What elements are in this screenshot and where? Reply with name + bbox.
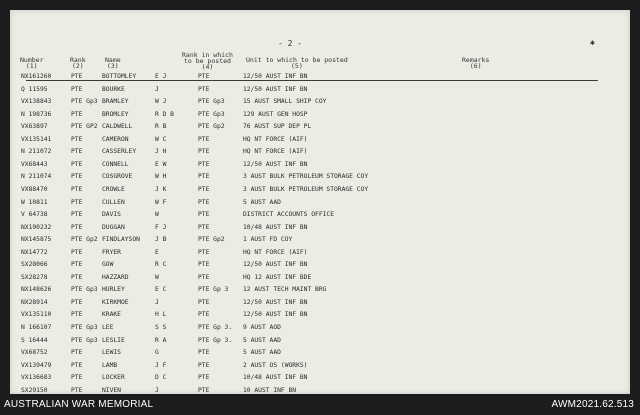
table-row	[10, 123, 630, 135]
cell-initials: R D B	[155, 110, 174, 118]
cell-number: NX28914	[21, 298, 48, 306]
cell-number: NX145875	[21, 236, 52, 244]
table-row	[10, 286, 630, 298]
cell-name: DAVIS	[102, 211, 121, 219]
table-row	[10, 374, 630, 386]
cell-rank-posted: PTE	[198, 198, 210, 206]
cell-initials: J H	[155, 148, 167, 156]
cell-number: V 64738	[21, 211, 48, 219]
header-name: Name (3)	[105, 56, 121, 70]
cell-unit: 12/50 AUST INF BN	[243, 73, 308, 80]
punch-mark: ✱	[590, 38, 595, 47]
cell-name: CULLEN	[102, 198, 125, 206]
cell-number: VX88470	[21, 185, 48, 193]
cell-number: VX68752	[21, 349, 48, 357]
cell-number: NX161260	[21, 73, 52, 80]
cell-unit: HQ NT FORCE (AIF)	[243, 148, 308, 156]
cell-rank-posted: PTE Gp 3	[198, 286, 229, 294]
cell-initials: J	[155, 85, 159, 93]
cell-unit: 76 AUST SUP DEP PL	[243, 123, 312, 131]
table-row	[10, 211, 630, 223]
cell-rank-posted: PTE	[198, 85, 210, 93]
cell-rank: PTE	[71, 311, 83, 319]
cell-unit: 12 AUST TECH MAINT BRG	[243, 286, 327, 294]
cell-rank-posted: PTE Gp2	[198, 123, 225, 131]
cell-rank-posted: PTE Gp 3.	[198, 336, 233, 344]
cell-initials: W	[155, 211, 159, 219]
cell-initials: W H	[155, 173, 167, 181]
cell-unit: 9 AUST AOD	[243, 324, 281, 331]
cell-name: LOCKER	[102, 374, 125, 382]
cell-rank-posted: PTE Gp 3.	[198, 324, 233, 331]
cell-initials: R A	[155, 336, 167, 344]
cell-initials: W J	[155, 98, 167, 106]
table-row	[10, 199, 630, 211]
page-number: - 2 -	[278, 39, 303, 48]
header-rank: Rank (2)	[70, 56, 86, 70]
cell-initials: R C	[155, 261, 167, 269]
cell-number: VX136683	[21, 374, 52, 382]
cell-initials: E	[155, 248, 159, 256]
cell-unit: 3 AUST BULK PETROLEUM STORAGE COY	[243, 173, 369, 181]
cell-name: BOTTOMLEY	[102, 73, 137, 80]
cell-rank: PTE	[71, 148, 83, 156]
cell-rank-posted: PTE	[198, 173, 210, 181]
cell-name: HAZZARD	[102, 273, 129, 281]
cell-rank: PTE	[71, 248, 83, 256]
cell-unit: 5 AUST AAD	[243, 336, 281, 344]
cell-number: N 211072	[21, 148, 52, 156]
table-row	[10, 236, 630, 248]
cell-unit: 12/50 AUST INF BN	[243, 298, 308, 306]
cell-number: Q 11595	[21, 85, 48, 93]
cell-name: LESLIE	[102, 336, 125, 344]
cell-unit: HQ 12 AUST INF BDE	[243, 273, 312, 281]
cell-number: N 198736	[21, 110, 52, 118]
cell-name: BROMLEY	[102, 110, 129, 118]
cell-rank: PTE Gp3	[71, 336, 98, 344]
table-row	[10, 73, 630, 85]
cell-rank-posted: PTE	[198, 223, 210, 231]
cell-name: LEE	[102, 324, 114, 331]
cell-name: FINDLAYSON	[102, 236, 140, 244]
cell-rank-posted: PTE Gp3	[198, 98, 225, 106]
cell-rank: PTE Gp3	[71, 324, 98, 331]
cell-name: BOURKE	[102, 85, 125, 93]
table-row	[10, 136, 630, 148]
cell-rank: PTE Gp3	[71, 98, 98, 106]
cell-initials: E C	[155, 286, 167, 294]
cell-rank: PTE	[71, 73, 83, 80]
header-rank-posted: Rank in which to be posted (4)	[182, 51, 233, 71]
cell-rank-posted: PTE	[198, 349, 210, 357]
cell-rank-posted: PTE	[198, 148, 210, 156]
cell-rank-posted: PTE	[198, 386, 210, 394]
cell-rank-posted: PTE	[198, 135, 210, 143]
table-row	[10, 299, 630, 311]
table-row	[10, 249, 630, 261]
cell-rank: PTE	[71, 374, 83, 382]
cell-unit: HQ NT FORCE (AIF)	[243, 135, 308, 143]
cell-rank: PTE Gp2	[71, 236, 98, 244]
cell-initials: J B	[155, 236, 167, 244]
cell-number: VX63897	[21, 123, 48, 131]
cell-number: VX138843	[21, 98, 52, 106]
cell-unit: 12/50 AUST INF BN	[243, 261, 308, 269]
cell-initials: G	[155, 349, 159, 357]
cell-initials: E J	[155, 73, 167, 80]
cell-rank: PTE Gp3	[71, 286, 98, 294]
cell-unit: 12/50 AUST INF BN	[243, 85, 308, 93]
footer-institution: AUSTRALIAN WAR MEMORIAL	[4, 399, 154, 410]
cell-name: DUGGAN	[102, 223, 125, 231]
cell-unit: 3 AUST BULK PETROLEUM STORAGE COY	[243, 185, 369, 193]
cell-rank-posted: PTE	[198, 273, 210, 281]
cell-unit: 12/50 AUST INF BN	[243, 160, 308, 168]
table-row	[10, 86, 630, 98]
cell-rank: PTE	[71, 386, 83, 394]
table-row	[10, 98, 630, 110]
document-page	[10, 10, 630, 394]
cell-initials: W C	[155, 135, 167, 143]
cell-number: N 211074	[21, 173, 52, 181]
cell-name: BRAMLEY	[102, 98, 129, 106]
cell-initials: E W	[155, 160, 167, 168]
cell-initials: W	[155, 273, 159, 281]
cell-rank: PTE	[71, 110, 83, 118]
cell-rank-posted: PTE	[198, 73, 210, 80]
cell-rank-posted: PTE	[198, 298, 210, 306]
cell-rank: PTE	[71, 361, 83, 369]
cell-initials: H L	[155, 311, 167, 319]
cell-rank-posted: PTE	[198, 361, 210, 369]
cell-rank-posted: PTE	[198, 261, 210, 269]
cell-initials: J F	[155, 361, 167, 369]
cell-rank: PTE	[71, 198, 83, 206]
cell-number: VX135141	[21, 135, 52, 143]
cell-number: N 166107	[21, 324, 52, 331]
cell-name: CASSERLEY	[102, 148, 137, 156]
table-row	[10, 224, 630, 236]
table-row	[10, 274, 630, 286]
cell-number: NX190232	[21, 223, 52, 231]
cell-rank: PTE	[71, 349, 83, 357]
cell-rank: PTE	[71, 223, 83, 231]
cell-name: CROWLE	[102, 185, 125, 193]
header-unit: Unit to which to be posted (5)	[246, 56, 348, 70]
cell-rank-posted: PTE	[198, 211, 210, 219]
cell-unit: 12/50 AUST INF BN	[243, 311, 308, 319]
cell-name: CAMERON	[102, 135, 129, 143]
table-row	[10, 173, 630, 185]
cell-rank: PTE	[71, 298, 83, 306]
cell-rank-posted: PTE Gp3	[198, 110, 225, 118]
cell-rank: PTE	[71, 211, 83, 219]
cell-unit: 15 AUST SMALL SHIP COY	[243, 98, 327, 106]
cell-unit: HQ NT FORCE (AIF)	[243, 248, 308, 256]
cell-name: HURLEY	[102, 286, 125, 294]
cell-name: KIRKMOE	[102, 298, 129, 306]
cell-rank-posted: PTE	[198, 185, 210, 193]
cell-rank-posted: PTE Gp2	[198, 236, 225, 244]
footer-accession: AWM2021.62.513	[551, 399, 634, 410]
table-row	[10, 311, 630, 323]
table-row	[10, 161, 630, 173]
cell-initials: R B	[155, 123, 167, 131]
cell-name: COSGROVE	[102, 173, 133, 181]
cell-initials: J K	[155, 185, 167, 193]
cell-rank: PTE	[71, 261, 83, 269]
cell-unit: DISTRICT ACCOUNTS OFFICE	[243, 211, 334, 219]
cell-name: NIVEN	[102, 386, 121, 394]
cell-number: NX14772	[21, 248, 48, 256]
cell-initials: W F	[155, 198, 167, 206]
cell-rank: PTE	[71, 160, 83, 168]
cell-number: SX28278	[21, 273, 48, 281]
cell-rank-posted: PTE	[198, 160, 210, 168]
cell-rank: PTE	[71, 85, 83, 93]
cell-unit: 5 AUST AAD	[243, 349, 281, 357]
cell-name: LEWIS	[102, 349, 121, 357]
table-row	[10, 111, 630, 123]
cell-unit: 129 AUST GEN HOSP	[243, 110, 308, 118]
cell-rank-posted: PTE	[198, 374, 210, 382]
cell-unit: 10 AUST INF BN	[243, 386, 297, 394]
cell-name: KRAKE	[102, 311, 121, 319]
cell-name: LAMB	[102, 361, 118, 369]
cell-unit: 1 AUST FD COY	[243, 236, 293, 244]
cell-unit: 10/48 AUST INF BN	[243, 374, 308, 382]
cell-initials: F J	[155, 223, 167, 231]
cell-rank: PTE	[71, 185, 83, 193]
cell-rank: PTE GP2	[71, 123, 98, 131]
cell-initials: J	[155, 298, 159, 306]
cell-number: VX68443	[21, 160, 48, 168]
cell-rank: PTE	[71, 135, 83, 143]
cell-unit: 10/48 AUST INF BN	[243, 223, 308, 231]
table-row	[10, 261, 630, 273]
table-row	[10, 148, 630, 160]
table-row	[10, 349, 630, 361]
cell-initials: S S	[155, 324, 167, 331]
cell-number: SX28066	[21, 261, 48, 269]
cell-rank: PTE	[71, 273, 83, 281]
cell-rank-posted: PTE	[198, 311, 210, 319]
cell-number: VX135110	[21, 311, 52, 319]
cell-number: VX139479	[21, 361, 52, 369]
cell-name: GOW	[102, 261, 114, 269]
cell-name: FRYER	[102, 248, 121, 256]
cell-name: CALDWELL	[102, 123, 133, 131]
table-row	[10, 362, 630, 374]
cell-name: CONNELL	[102, 160, 129, 168]
cell-rank-posted: PTE	[198, 248, 210, 256]
cell-rank: PTE	[71, 173, 83, 181]
cell-number: NX148626	[21, 286, 52, 294]
cell-unit: 5 AUST AAD	[243, 198, 281, 206]
table-row	[10, 337, 630, 349]
table-row	[10, 387, 630, 399]
cell-number: S 16444	[21, 336, 48, 344]
header-number: Number (1)	[20, 56, 44, 70]
cell-unit: 2 AUST OS (WORKS)	[243, 361, 308, 369]
cell-initials: J	[155, 386, 159, 394]
table-row	[10, 186, 630, 198]
cell-number: SX29150	[21, 386, 48, 394]
cell-number: W 10811	[21, 198, 48, 206]
table-row	[10, 324, 630, 336]
cell-initials: D C	[155, 374, 167, 382]
header-remarks: Remarks (6)	[462, 56, 490, 70]
